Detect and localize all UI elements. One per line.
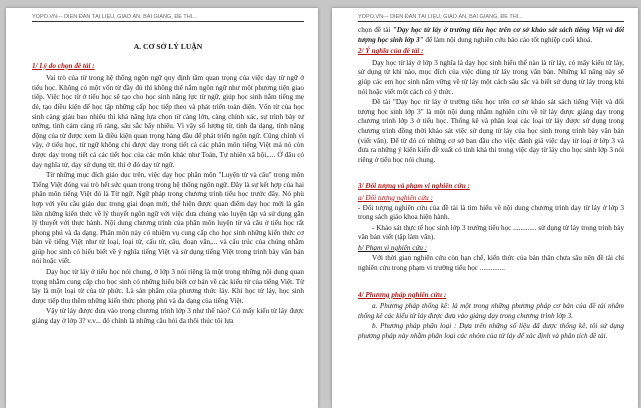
heading-ly-do-chon-de-tai: 1/ Lý do chọn đề tài : (32, 61, 95, 70)
paragraph (358, 26, 624, 45)
page-header: YOPO.VN--- DIỄN ĐÀN TÀI LIỆU, GIÁO ÁN, BÀI GIẢNG, ĐỀ THI... (358, 14, 624, 22)
paragraph: - Đối tượng nghiên cứu của đề tài là tìm hiểu về nội dung chương trình dạy từ láy ở lớp 3 trong sách giáo khoa hiện hành. (358, 203, 624, 222)
paragraph: b. Phương pháp phân loại : Dựa trên những số liệu đã được thống kê, tôi sử dụng phương pháp này nhằm phân loại các nhóm của từ láy để xác định và phân tích đề tài. (358, 322, 624, 341)
paragraph: Từ những mục đích giáo dục trên, việc dạy học phân môn "Luyện từ và câu" trong môn Tiếng Việt đóng vai trò hết sức quan trọng trong hệ thống ngôn ngữ. Đây là sự kết hợp của hai phân môn tiếng Việt đó là Từ ngữ. Ngữ pháp trong chương trình tiểu học trước đây. Nó phù hợp với yêu cầu giáo dục trong giai đoạn mới, thể hiện được quan điểm dạy học mới là gắn liền những kiến thức về lý thuyết ngôn ngữ với việc đưa chúng vào luyện tập và sử dụng gắn lý thuyết với thực hành. Nội dung chương trình của phân môn luyện từ và câu ở tiểu học rất phong phú và đa dạng. Phân môn này có nhiệm vụ cung cấp cho học sinh những kiến thức cơ bản về tiếng Việt như từ loại, loại từ, cấu từ, câu, đoạn văn,... và cấu trúc của chúng nhằm giúp học sinh có hiểu biết về ý nghĩa tiếng Việt và sử dụng tiếng Việt trong trình bày văn bản nói hoặc viết. (32, 171, 304, 266)
paragraph: Đề tài "Dạy học từ láy ở trường tiểu học trên cơ sở khảo sát sách tiếng Việt và đối tượng học sinh lớp 3" là một nội dung nhằm nghiên cứu về từ láy được giảng dạy trong chương trình lớp 3 ở tiểu học. Thống kê và phân loại các loại từ láy được sử dụng trong chương trình đồng thời khảo sát việc sử dụng từ láy của học sinh trong trình bày văn bản (viết văn). Để từ đó có những cơ sở ban đầu cho việc đánh giá việc dạy từ loại ở lớp 3 và đưa ra những ý kiến kiến đề xuất có tính khả thi trong việc dạy từ láy cho học sinh lớp 3 nói riêng ở tiểu học nói chung. (358, 98, 624, 164)
page-2-content (358, 26, 624, 343)
paragraph: Vai trò của từ trong hệ thống ngôn ngữ quy định tầm quan trọng của việc dạy từ ngữ ở tiểu học. Không có một vốn từ đầy đủ thì không thể nắm ngôn ngữ như một phương tiện giao tiếp. Việc học từ ở tiểu học sẽ tạo cho học sinh năng lực từ ngữ, giúp học sinh nắm tiếng mẹ đẻ, tạo điều kiện để học tập những cấp học tiếp theo và phát triển toàn diện. Vốn từ của học sinh càng giàu bao nhiêu thì khả năng lựa chọn từ càng lớn, càng chính xác, sự trình bày tư tưởng, tình cảm càng rõ ràng, sâu sắc bấy nhiêu. Vì vậy số lượng từ, tính đa dạng, tính năng động của từ được xem là điều kiện quan trọng hàng đầu để phát triển ngôn ngữ. Cũng chính vì vậy, ở tiểu học, từ ngữ không chỉ được dạy trong tiết cả các phân môn tiếng Việt mà nó còn được dạy trong tiết cả các tiết học của các môn khác như Toán, Tự nhiên xã hội,.... Ở đâu có dạy nghĩa từ, dạy sử dụng từ, thì ở đó dạy từ ngữ. (32, 74, 304, 169)
paragraph: Dạy học từ láy ở tiểu học nói chung, ở lớp 3 nói riêng là một trong những nội dung quan trọng nhằm cung cấp cho học sinh có những hiểu biết cơ bản về các kiểu từ của tiếng Việt. Từ láy là một loại từ của từ phức. Là sản phẩm của phương thức láy. Khi học từ láy, học sinh được tiếp thu thêm những kiến thức phong phú và đa dạng của tiếng Việt. (32, 268, 304, 305)
intro-prefix: chọn đề tài (358, 26, 393, 34)
paragraph: a. Phương pháp thống kê: là một trong những phương pháp cơ bản của đề tài nhằm thống kê các kiểu từ láy được đưa vào giảng dạy trong chương trình lớp 3. (358, 302, 624, 320)
paragraph: - Khảo sát thực tế học sinh lớp 3 trường tiểu học ............. sử dụng từ láy trong trình bày văn bản viết (tập làm văn). (358, 223, 624, 242)
subheading-doi-tuong: a/ Đối tượng nghiên cứu : (358, 193, 433, 202)
heading-doi-tuong: 3/ Đối tượng và phạm vi nghiên cứu : (358, 182, 470, 191)
topic-quote: "Dạy học từ láy ở trường tiểu học trên cơ sở khảo sát sách tiếng Việt và đối tượng học sinh lớp 3" (358, 26, 624, 44)
heading-y-nghia: 2/ Ý nghĩa của đề tài : (358, 47, 424, 56)
page-header: YOPO.VN--- DIỄN ĐÀN TÀI LIỆU, GIÁO ÁN, BÀI GIẢNG, ĐỀ THI... (32, 14, 304, 22)
document-page-1 (6, 8, 318, 408)
section-title: A. CƠ SỞ LÝ LUẬN (133, 42, 203, 51)
paragraph: Dạy học từ láy ở lớp 3 nghĩa là dạy học sinh hiểu thế nào là từ láy, có mấy kiểu từ láy, sử dụng từ khi nào, mục đích của việc dùng từ láy trong văn bản. Những kĩ năng này sẽ giúp các em học sinh nắm vững về từ láy một cách sâu sắc và biết sử dụng từ láy trong khi nói hoặc viết một cách có ý thức. (358, 58, 624, 96)
paragraph: Với thời gian nghiên cứu còn hạn chế, kiến thức của bản thân chưa sâu nên đề tài chỉ nghiên cứu trong phạm vi trường tiểu học .............. (358, 254, 624, 273)
heading-phuong-phap: 4/ Phương pháp nghiên cứu : (358, 290, 447, 299)
document-page-2 (332, 8, 638, 408)
paragraph: Vậy từ láy được đưa vào trong chương trình lớp 3 như thế nào? Có mấy kiểu từ láy được giảng dạy ở lớp 3? v.v... đó chính là những câu hỏi đa thôi thúc tôi lựa (32, 307, 304, 326)
subheading-pham-vi: b/ Phạm vi nghiên cứu : (358, 243, 428, 252)
page-1-content (32, 26, 304, 328)
intro-suffix: để làm nội dung nghiên cứu báo cáo tốt nghiệp cuối khoá. (423, 35, 593, 44)
